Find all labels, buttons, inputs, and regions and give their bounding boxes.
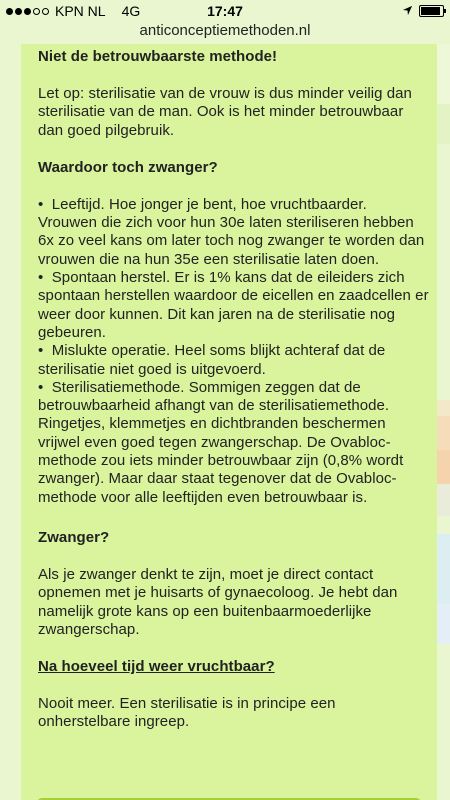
battery-icon (419, 5, 444, 17)
list-item-text: • Mislukte operatie. Heel soms blijkt achteraf dat de sterilisatie niet goed is uitgevoerd. (38, 342, 385, 377)
battery-level (421, 7, 440, 15)
reasons-list (38, 196, 429, 507)
url-bar[interactable]: anticonceptiemethoden.nl (139, 22, 311, 39)
heading-not-most-reliable: Niet de betrouwbaarste methode! (38, 48, 278, 65)
paragraph-reliability: Let op: sterilisatie van de vrouw is dus minder veilig dan sterilisatie van de man. Ook is het minder betrouwbaar dan goed pilgebruik. (38, 85, 412, 139)
list-item (38, 342, 429, 379)
network-type: 4G (121, 3, 141, 19)
heading-why-pregnant: Waardoor toch zwanger? (38, 158, 218, 176)
list-item-text: • Spontaan herstel. Er is 1% kans dat de eileiders zich spontaan herstellen waardoor de eicellen en zaadcellen er weer door kunnen. Dit kan jaren na de sterilisatie nog gebeuren. (38, 269, 429, 341)
list-item-text: • Leeftijd. Hoe jonger je bent, hoe vruchtbaarder. Vrouwen die zich voor hun 30e laten steriliseren hebben 6x zo veel kans om later toch nog zwanger te worden dan vrouwen die na hun 35e een sterilisatie laten doen. (38, 196, 424, 268)
heading-fertility-link[interactable]: Na hoeveel tijd weer vruchtbaar? (38, 658, 275, 676)
article-content (21, 44, 437, 732)
status-right (402, 3, 444, 19)
location-arrow-icon (402, 3, 413, 19)
list-item (38, 269, 429, 342)
list-item (38, 379, 429, 507)
heading-pregnant: Zwanger? (38, 528, 110, 546)
list-item (38, 196, 429, 269)
carrier-name: KPN NL (55, 3, 106, 19)
paragraph-fertility: Nooit meer. Een sterilisatie is in principe een onherstelbare ingreep. (38, 695, 336, 731)
list-item-text: • Sterilisatiemethode. Sommigen zeggen dat de betrouwbaarheid afhangt van de sterilisatiemethode. Ringetjes, klemmetjes en dichtbranden beschermen vrijwel even goed tegen zwangerschap. De Ovabloc-methode zou iets minder betrouwbaar zijn (0,8% wordt zwanger). Maar daar staat tegenover dat de Ovabloc-methode voor alle leeftijden even betrouwbaar is. (38, 379, 403, 506)
page-edge-decoration (437, 44, 450, 800)
status-time: 17:47 (207, 3, 243, 19)
status-bar (0, 0, 450, 22)
article-panel (21, 44, 437, 800)
paragraph-pregnant: Als je zwanger denkt te zijn, moet je direct contact opnemen met je huisarts of gynaecoloog. Je hebt dan namelijk grote kans op een buitenbaarmoederlijke zwangerschap. (38, 565, 398, 638)
